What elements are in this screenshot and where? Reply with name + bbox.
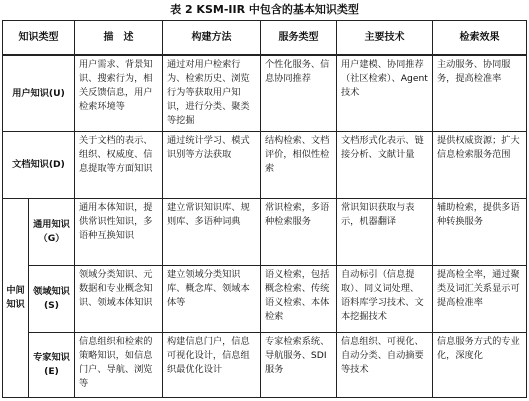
cell-expert-tech: 信息组织、可视化、自动分类、自动摘要等技术 (337, 333, 433, 398)
cell-domain-effect: 提高检全率，通过聚类及词汇关系显示可提高检准率 (433, 266, 527, 333)
cell-doc-service: 结构检索、文档评价，相似性检索 (261, 132, 337, 199)
cell-user-service: 个性化服务、信息协同推荐 (261, 55, 337, 132)
header-construction-method: 构建方法 (163, 21, 261, 56)
row-label-expert-knowledge: 专家知识(E) (29, 333, 75, 398)
cell-user-desc: 用户需求、背景知识、搜索行为，相关反馈信息，用户检索环境等 (75, 55, 163, 132)
cell-general-method: 建立常识知识库、规则库、多语种词典 (163, 199, 261, 266)
cell-doc-method: 通过统计学习、模式识别等方法获取 (163, 132, 261, 199)
group-label-middle-knowledge: 中间 知识 (3, 199, 29, 398)
row-label-general-knowledge: 通用知识（G） (29, 199, 75, 266)
table-caption: 表 2 KSM-IIR 中包含的基本知识类型 (170, 3, 359, 16)
cell-user-method: 通过对用户检索行为、检索历史、浏览行为等获取用户知识，进行分类、聚类等挖掘 (163, 55, 261, 132)
cell-general-desc: 通用本体知识，提供常识性知识，多语种互换知识 (75, 199, 163, 266)
header-service-type: 服务类型 (261, 21, 337, 56)
table-row-expert (3, 333, 527, 398)
row-label-document-knowledge: 文档知识(D) (3, 132, 75, 199)
row-label-user-knowledge: 用户知识(U) (3, 55, 75, 132)
cell-doc-tech: 文档形式化表示、链接分析、文献计量 (337, 132, 433, 199)
cell-expert-effect: 信息服务方式的专业化，深度化 (433, 333, 527, 398)
cell-expert-desc: 信息组织和检索的策略知识，如信息门户、导航、浏览等 (75, 333, 163, 398)
cell-doc-desc: 关于文档的表示、组织、权威度、信息提取等方面知识 (75, 132, 163, 199)
row-label-domain-knowledge: 领域知识(S) (29, 266, 75, 333)
table-row-user (3, 55, 527, 132)
cell-domain-service: 语义检索，包括概念检索、传统语义检索、本体检索 (261, 266, 337, 333)
cell-expert-service: 专家检索系统、导航服务、SDI 服务 (261, 333, 337, 398)
cell-expert-method: 构建信息门户，信息可视化设计，信息组织最优化设计 (163, 333, 261, 398)
header-knowledge-type: 知识类型 (3, 21, 75, 56)
cell-domain-desc: 领域分类知识、元数据和专业概念知识、领域本体知识 (75, 266, 163, 333)
cell-domain-method: 建立领域分类知识库、概念库、领域本体等 (163, 266, 261, 333)
table-row-general (3, 199, 527, 266)
cell-domain-tech: 自动标引（信息提取）、同义词处理、语料库学习技术、文本挖掘技术 (337, 266, 433, 333)
table-row-domain (3, 266, 527, 333)
cell-general-effect: 辅助检索，提供多语种转换服务 (433, 199, 527, 266)
header-row (3, 21, 527, 56)
header-description: 描 述 (75, 21, 163, 56)
cell-general-service: 常识检索，多语种检索服务 (261, 199, 337, 266)
knowledge-types-table (2, 20, 527, 398)
cell-doc-effect: 提供权威资源；扩大信息检索服务范围 (433, 132, 527, 199)
cell-user-tech: 用户建模、协同推荐（社区检索）、Agent 技术 (337, 55, 433, 132)
cell-general-tech: 常识知识获取与表示，机器翻译 (337, 199, 433, 266)
table-row-document (3, 132, 527, 199)
header-retrieval-effect: 检索效果 (433, 21, 527, 56)
header-main-technology: 主要技术 (337, 21, 433, 56)
cell-user-effect: 主动服务、协同服务，提高检准率 (433, 55, 527, 132)
